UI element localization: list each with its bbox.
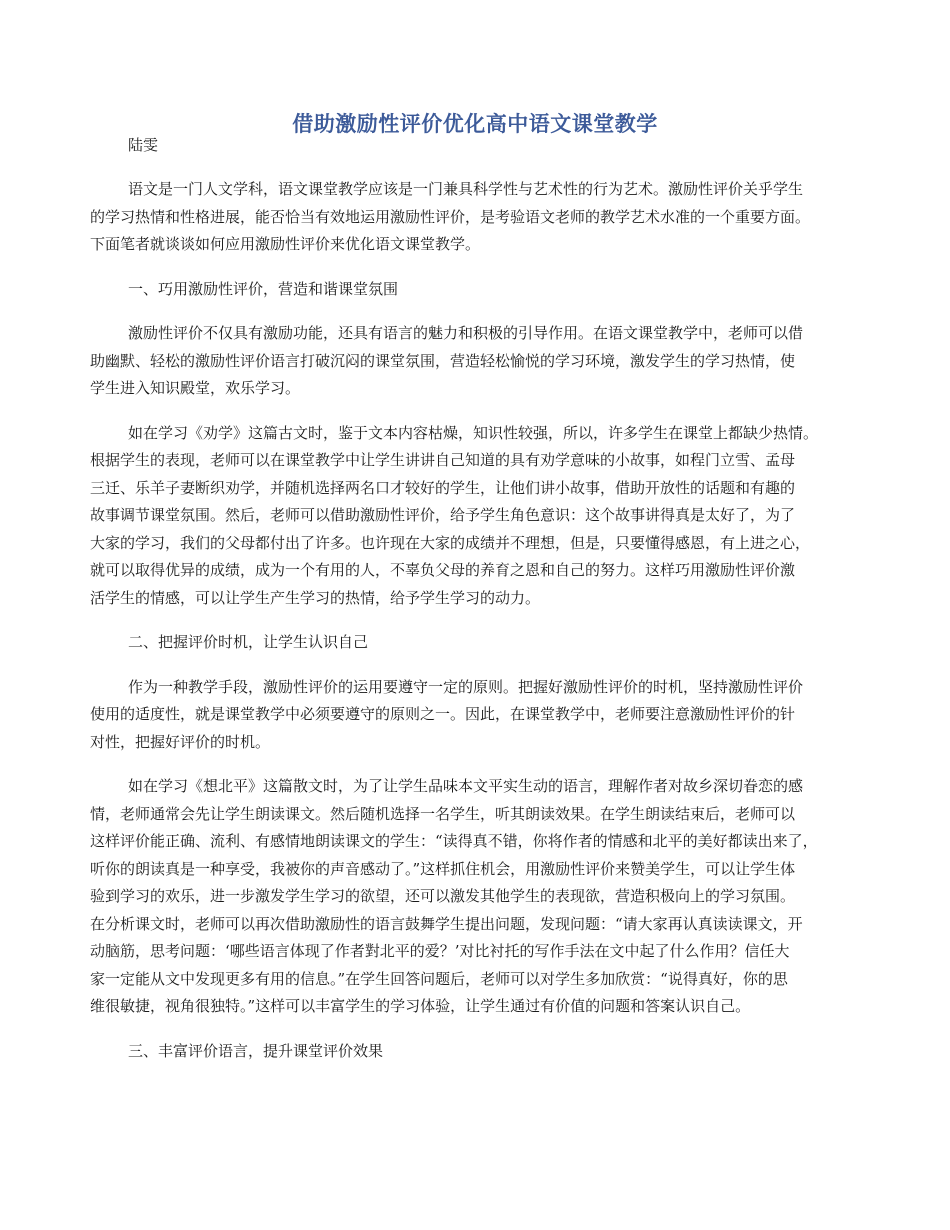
text-line: 就可以取得优异的成绩，成为一个有用的人，不辜负父母的养育之恩和自己的努力。这样巧用激励性评价激 bbox=[90, 561, 796, 579]
text-line: 如在学习《劝学》这篇古文时，鉴于文本内容枯燥，知识性较强，所以，许多学生在课堂上都缺少热情。 bbox=[128, 423, 819, 442]
text-line: 听你的朗读真是一种享受，我被你的声音感动了。”这样抓住机会，用激励性评价来赞美学生，可以让学生体 bbox=[90, 859, 796, 878]
text-line: 动脑筋，思考问题：‘哪些语言体现了作者對北平的爱？’对比衬托的写作手法在文中起了什么作用？信任大 bbox=[90, 942, 790, 960]
body-paragraph bbox=[90, 420, 874, 613]
text-line: 验到学习的欢乐，进一步激发学生学习的欲望，还可以激发其他学生的表现欲，营造积极向上的学习氛围。 bbox=[90, 887, 796, 905]
text-line: 故事调节课堂氛围。然后，老师可以借助激励性评价，给予学生角色意识：这个故事讲得真是太好了，为了 bbox=[90, 506, 796, 524]
body-paragraph bbox=[90, 320, 874, 403]
author-name: 陆雯 bbox=[128, 136, 159, 154]
text-line: 下面笔者就谈谈如何应用激励性评价来优化语文课堂教学。 bbox=[90, 235, 481, 253]
text-line: 学生进入知识殿堂，欢乐学习。 bbox=[90, 379, 301, 397]
text-line: 使用的适度性，就是课堂教学中必须要遵守的原则之一。因此，在课堂教学中，老师要注意激励性评价的针 bbox=[90, 705, 796, 723]
text-line: 家一定能从文中发现更多有用的信息。”在学生回答问题后，老师可以对学生多加欣赏：“说得真好，你的思 bbox=[90, 969, 788, 988]
body-paragraph bbox=[90, 773, 874, 1021]
text-line: 活学生的情感，可以让学生产生学习的热情，给予学生学习的动力。 bbox=[90, 588, 541, 607]
text-line: 作为一种教学手段，激励性评价的运用要遵守一定的原则。把握好激励性评价的时机，坚持激励性评价 bbox=[128, 677, 804, 696]
text-line: 根据学生的表现，老师可以在课堂教学中让学生讲讲自己知道的具有劝学意味的小故事，如程门立雪、孟母 bbox=[90, 451, 796, 469]
text-line: 对性，把握好评价的时机。 bbox=[90, 732, 271, 751]
text-line: 助幽默、轻松的激励性评价语言打破沉闷的课堂氛围，营造轻松愉悦的学习环境，激发学生的学习热情，使 bbox=[90, 351, 796, 370]
text-line: 二、把握评价时机，让学生认识自己 bbox=[128, 633, 369, 651]
section-heading bbox=[90, 629, 874, 657]
document-title: 借助激励性评价优化高中语文课堂教学 bbox=[292, 111, 658, 136]
text-line: 维很敏捷，视角很独特。”这样可以丰富学生的学习体验，让学生通过有价值的问题和答案认识自己。 bbox=[90, 997, 751, 1015]
section-heading bbox=[90, 276, 874, 304]
text-line: 的学习热情和性格进展，能否恰当有效地运用激励性评价，是考验语文老师的教学艺术水准的一个重要方面。 bbox=[90, 207, 811, 226]
text-line: 激励性评价不仅具有激励功能，还具有语言的魅力和积极的引导作用。在语文课堂教学中，老师可以借 bbox=[128, 324, 804, 342]
body-paragraph bbox=[90, 176, 874, 259]
document-body bbox=[90, 176, 874, 1082]
text-line: 语文是一门人文学科，语文课堂教学应该是一门兼具科学性与艺术性的行为艺术。激励性评价关乎学生 bbox=[128, 180, 804, 198]
text-line: 情，老师通常会先让学生朗读课文。然后随机选择一名学生，听其朗读效果。在学生朗读结束后，老师可以 bbox=[90, 804, 796, 823]
text-line: 如在学习《想北平》这篇散文时，为了让学生品味本文平实生动的语言，理解作者对故乡深切眷恋的感 bbox=[128, 777, 804, 795]
text-line: 三迁、乐羊子妻断织劝学，并随机选择两名口才较好的学生，让他们讲小故事，借助开放性的话题和有趣的 bbox=[90, 478, 796, 497]
text-line: 大家的学习，我们的父母都付出了许多。也许现在大家的成绩并不理想，但是，只要懂得感恩，有上进之心， bbox=[90, 533, 811, 552]
text-line: 在分析课文时，老师可以再次借助激励性的语言鼓舞学生提出问题，发现问题：“请大家再认真读读课文，开 bbox=[90, 914, 803, 933]
text-line: 三、丰富评价语言，提升课堂评价效果 bbox=[128, 1041, 384, 1060]
text-line: 一、巧用激励性评价，营造和谐课堂氛围 bbox=[128, 279, 399, 298]
body-paragraph bbox=[90, 674, 874, 757]
section-heading bbox=[90, 1038, 874, 1066]
text-line: 这样评价能正确、流利、有感情地朗读课文的学生：“读得真不错，你将作者的情感和北平的美好都读出来了， bbox=[90, 832, 818, 850]
